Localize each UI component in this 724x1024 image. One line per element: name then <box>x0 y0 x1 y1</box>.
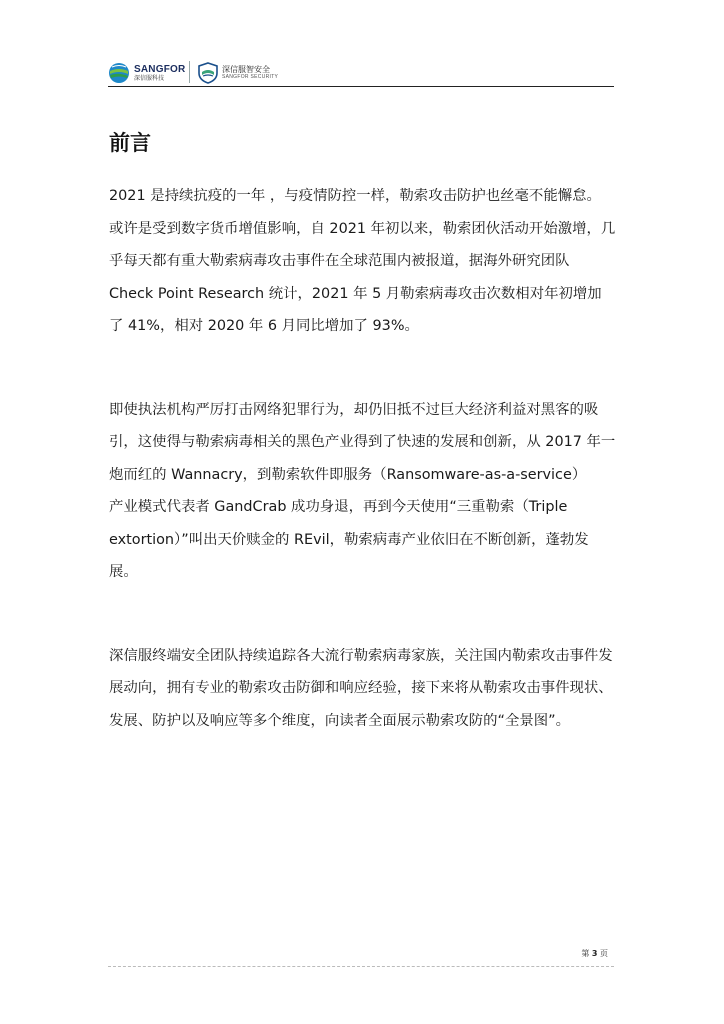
page-suffix: 页 <box>600 949 608 958</box>
page-prefix: 第 <box>581 949 590 958</box>
paragraph-2 <box>109 394 619 589</box>
text-line: 引，这使得与勒索病毒相关的黑色产业得到了快速的发展和创新，从 2017 年一 <box>109 434 616 450</box>
sangfor-logo <box>108 62 185 84</box>
page-header <box>108 58 614 88</box>
page-number-value: 3 <box>591 949 598 958</box>
text-line: 乎每天都有重大勒索病毒攻击事件在全球范围内被报道，据海外研究团队 <box>109 253 570 269</box>
logo-chinese-text: 深信服科技 <box>134 74 165 82</box>
body-text <box>109 180 619 737</box>
paragraph-3 <box>109 640 619 738</box>
sangfor-security-logo <box>198 62 278 84</box>
security-logo-chinese: 深信服智安全 <box>222 65 270 74</box>
text-line: 展动向，拥有专业的勒索攻击防御和响应经验，接下来将从勒索攻击事件现状、 <box>109 680 613 696</box>
logo-english-text: SANGFOR <box>134 63 186 75</box>
sangfor-globe-icon <box>108 62 130 84</box>
text-line: 展。 <box>109 564 138 580</box>
footer-rule <box>108 966 614 967</box>
page-number <box>581 948 608 959</box>
paragraph-1 <box>109 180 619 343</box>
text-line: 炮而红的 Wannacry，到勒索软件即服务（Ransomware-as-a-service） <box>109 466 587 483</box>
text-line: 或许是受到数字货币增值影响，自 2021 年初以来，勒索团伙活动开始激增，几 <box>109 220 616 237</box>
section-title: 前言 <box>109 131 151 155</box>
text-line: 发展、防护以及响应等多个维度，向读者全面展示勒索攻防的“全景图”。 <box>109 712 571 729</box>
security-logo-english: SANGFOR SECURITY <box>222 74 279 80</box>
text-line: 深信服终端安全团队持续追踪各大流行勒索病毒家族，关注国内勒索攻击事件发 <box>109 647 613 664</box>
header-rule <box>108 86 614 87</box>
text-line: 2021 是持续抗疫的一年 ，与疫情防控一样，勒索攻击防护也丝毫不能懈怠。 <box>109 188 601 204</box>
text-line: 即使执法机构严厉打击网络犯罪行为，却仍旧抵不过巨大经济利益对黑客的吸 <box>109 401 599 418</box>
logo-separator <box>189 61 190 83</box>
text-line: Check Point Research 统计，2021 年 5 月勒索病毒攻击次数相对年初增加 <box>109 285 602 302</box>
text-line: 了 41%，相对 2020 年 6 月同比增加了 93%。 <box>109 318 419 334</box>
shield-icon <box>198 62 218 84</box>
text-line: extortion）”叫出天价赎金的 REvil，勒索病毒产业依旧在不断创新，蓬勃发 <box>109 531 589 548</box>
text-line: 产业模式代表者 GandCrab 成功身退，再到今天使用“三重勒索（Triple <box>109 499 568 515</box>
